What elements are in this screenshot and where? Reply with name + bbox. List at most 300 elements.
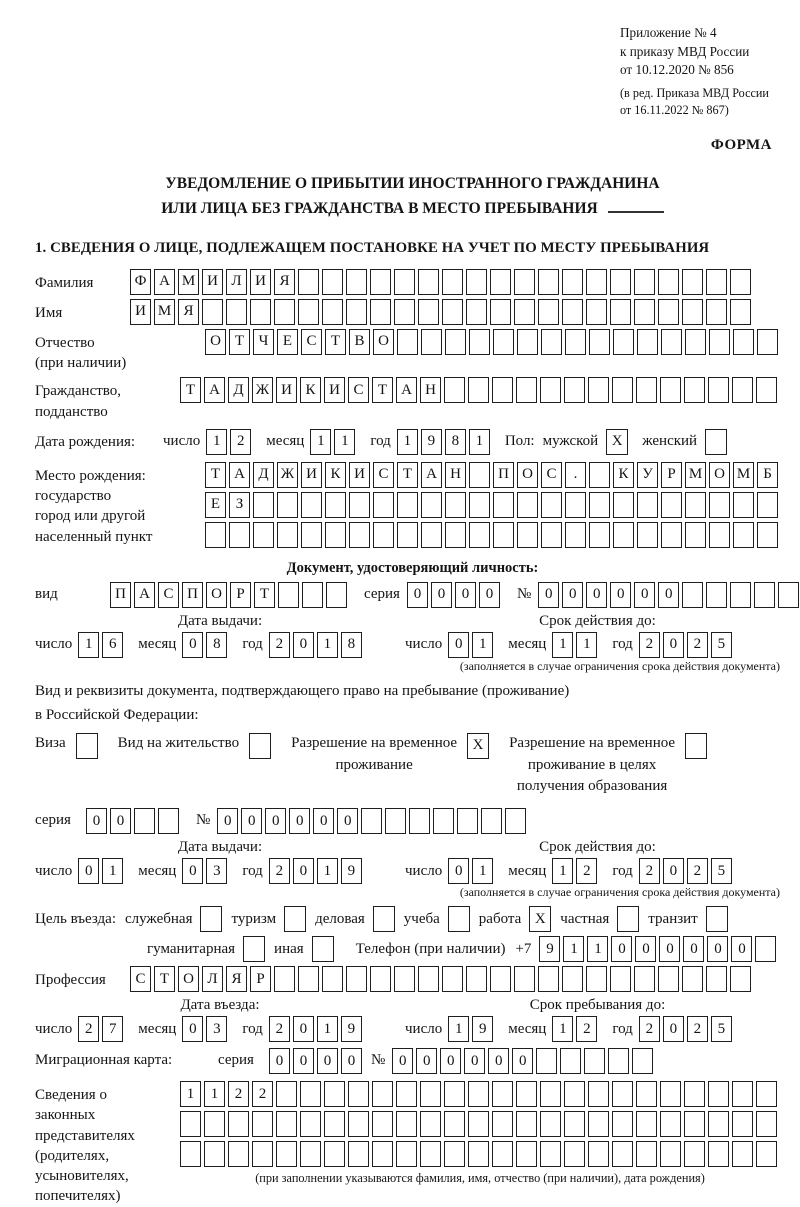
- form-cell[interactable]: [468, 1111, 489, 1137]
- form-cell[interactable]: 2: [639, 632, 660, 658]
- form-cell[interactable]: [682, 299, 703, 325]
- form-cell[interactable]: Н: [445, 462, 466, 488]
- form-cell[interactable]: [492, 1141, 513, 1167]
- form-cell[interactable]: 0: [289, 808, 310, 834]
- form-cell[interactable]: [685, 522, 706, 548]
- form-cell[interactable]: [228, 1111, 249, 1137]
- form-cell[interactable]: [708, 1081, 729, 1107]
- form-cell[interactable]: [634, 269, 655, 295]
- form-cell[interactable]: [586, 299, 607, 325]
- form-cell[interactable]: [301, 492, 322, 518]
- form-cell[interactable]: [490, 966, 511, 992]
- form-cell[interactable]: 2: [639, 1016, 660, 1042]
- form-cell[interactable]: 1: [472, 632, 493, 658]
- form-cell[interactable]: А: [134, 582, 155, 608]
- form-cell[interactable]: 0: [241, 808, 262, 834]
- form-cell[interactable]: 0: [293, 1016, 314, 1042]
- form-cell[interactable]: [418, 299, 439, 325]
- form-cell[interactable]: [684, 1111, 705, 1137]
- form-cell[interactable]: [538, 269, 559, 295]
- form-cell[interactable]: С: [158, 582, 179, 608]
- form-cell[interactable]: [637, 522, 658, 548]
- option-checkbox[interactable]: [448, 906, 470, 932]
- form-cell[interactable]: О: [178, 966, 199, 992]
- form-cell[interactable]: [252, 1141, 273, 1167]
- form-cell[interactable]: [709, 522, 730, 548]
- form-cell[interactable]: [469, 462, 490, 488]
- form-cell[interactable]: И: [276, 377, 297, 403]
- form-cell[interactable]: 1: [317, 1016, 338, 1042]
- form-cell[interactable]: [636, 1141, 657, 1167]
- form-cell[interactable]: К: [325, 462, 346, 488]
- form-cell[interactable]: [541, 492, 562, 518]
- form-cell[interactable]: [373, 492, 394, 518]
- form-cell[interactable]: 1: [469, 429, 490, 455]
- form-cell[interactable]: Ф: [130, 269, 151, 295]
- form-cell[interactable]: [298, 269, 319, 295]
- form-cell[interactable]: [637, 329, 658, 355]
- form-cell[interactable]: [612, 1111, 633, 1137]
- form-cell[interactable]: [778, 582, 799, 608]
- form-cell[interactable]: [420, 1081, 441, 1107]
- form-cell[interactable]: 0: [731, 936, 752, 962]
- form-cell[interactable]: [370, 966, 391, 992]
- form-cell[interactable]: [562, 299, 583, 325]
- form-cell[interactable]: 2: [576, 1016, 597, 1042]
- form-cell[interactable]: [252, 1111, 273, 1137]
- permit-checkbox[interactable]: [249, 733, 271, 759]
- form-cell[interactable]: [661, 522, 682, 548]
- form-cell[interactable]: 0: [663, 858, 684, 884]
- form-cell[interactable]: [541, 522, 562, 548]
- form-cell[interactable]: [300, 1141, 321, 1167]
- form-cell[interactable]: [612, 1141, 633, 1167]
- form-cell[interactable]: [158, 808, 179, 834]
- form-cell[interactable]: [396, 1111, 417, 1137]
- form-cell[interactable]: [516, 1111, 537, 1137]
- form-cell[interactable]: У: [637, 462, 658, 488]
- form-cell[interactable]: 2: [269, 632, 290, 658]
- form-cell[interactable]: [385, 808, 406, 834]
- form-cell[interactable]: [228, 1141, 249, 1167]
- form-cell[interactable]: 0: [663, 1016, 684, 1042]
- form-cell[interactable]: М: [178, 269, 199, 295]
- form-cell[interactable]: 0: [78, 858, 99, 884]
- form-cell[interactable]: [301, 522, 322, 548]
- form-cell[interactable]: [278, 582, 299, 608]
- form-cell[interactable]: [658, 299, 679, 325]
- form-cell[interactable]: [517, 492, 538, 518]
- form-cell[interactable]: [346, 299, 367, 325]
- form-cell[interactable]: 5: [711, 632, 732, 658]
- form-cell[interactable]: Л: [226, 269, 247, 295]
- form-cell[interactable]: [493, 522, 514, 548]
- form-cell[interactable]: [421, 329, 442, 355]
- form-cell[interactable]: [682, 582, 703, 608]
- form-cell[interactable]: Я: [226, 966, 247, 992]
- form-cell[interactable]: [589, 522, 610, 548]
- form-cell[interactable]: [372, 1111, 393, 1137]
- form-cell[interactable]: [492, 377, 513, 403]
- form-cell[interactable]: 3: [206, 1016, 227, 1042]
- option-checkbox[interactable]: [706, 906, 728, 932]
- form-cell[interactable]: 0: [634, 582, 655, 608]
- form-cell[interactable]: И: [202, 269, 223, 295]
- form-cell[interactable]: [433, 808, 454, 834]
- form-cell[interactable]: [584, 1048, 605, 1074]
- form-cell[interactable]: [588, 1111, 609, 1137]
- form-cell[interactable]: [709, 329, 730, 355]
- form-cell[interactable]: [632, 1048, 653, 1074]
- form-cell[interactable]: 0: [610, 582, 631, 608]
- form-cell[interactable]: [302, 582, 323, 608]
- form-cell[interactable]: 2: [228, 1081, 249, 1107]
- form-cell[interactable]: 0: [293, 632, 314, 658]
- form-cell[interactable]: 0: [464, 1048, 485, 1074]
- form-cell[interactable]: 0: [512, 1048, 533, 1074]
- form-cell[interactable]: [324, 1081, 345, 1107]
- form-cell[interactable]: С: [130, 966, 151, 992]
- form-cell[interactable]: [394, 299, 415, 325]
- form-cell[interactable]: О: [206, 582, 227, 608]
- form-cell[interactable]: 0: [313, 808, 334, 834]
- form-cell[interactable]: С: [301, 329, 322, 355]
- form-cell[interactable]: [732, 1111, 753, 1137]
- form-cell[interactable]: [397, 522, 418, 548]
- form-cell[interactable]: [685, 492, 706, 518]
- form-cell[interactable]: К: [613, 462, 634, 488]
- form-cell[interactable]: 0: [110, 808, 131, 834]
- form-cell[interactable]: И: [324, 377, 345, 403]
- form-cell[interactable]: [180, 1111, 201, 1137]
- form-cell[interactable]: Т: [372, 377, 393, 403]
- form-cell[interactable]: 1: [552, 858, 573, 884]
- form-cell[interactable]: 2: [230, 429, 251, 455]
- form-cell[interactable]: Ж: [252, 377, 273, 403]
- form-cell[interactable]: 1: [552, 1016, 573, 1042]
- form-cell[interactable]: [346, 269, 367, 295]
- option-checkbox[interactable]: [243, 936, 265, 962]
- form-cell[interactable]: [536, 1048, 557, 1074]
- form-cell[interactable]: [634, 299, 655, 325]
- form-cell[interactable]: О: [517, 462, 538, 488]
- form-cell[interactable]: 1: [102, 858, 123, 884]
- form-cell[interactable]: [180, 1141, 201, 1167]
- form-cell[interactable]: Е: [277, 329, 298, 355]
- form-cell[interactable]: [469, 492, 490, 518]
- form-cell[interactable]: 0: [341, 1048, 362, 1074]
- form-cell[interactable]: [636, 377, 657, 403]
- form-cell[interactable]: [541, 329, 562, 355]
- form-cell[interactable]: [708, 1141, 729, 1167]
- form-cell[interactable]: [396, 1141, 417, 1167]
- form-cell[interactable]: [204, 1141, 225, 1167]
- form-cell[interactable]: 1: [448, 1016, 469, 1042]
- form-cell[interactable]: [397, 329, 418, 355]
- form-cell[interactable]: И: [130, 299, 151, 325]
- form-cell[interactable]: [276, 1081, 297, 1107]
- form-cell[interactable]: 2: [687, 632, 708, 658]
- option-checkbox[interactable]: [617, 906, 639, 932]
- form-cell[interactable]: 3: [206, 858, 227, 884]
- form-cell[interactable]: 2: [78, 1016, 99, 1042]
- form-cell[interactable]: [540, 1081, 561, 1107]
- form-cell[interactable]: [564, 1081, 585, 1107]
- form-cell[interactable]: [421, 522, 442, 548]
- form-cell[interactable]: 0: [635, 936, 656, 962]
- form-cell[interactable]: [755, 936, 776, 962]
- form-cell[interactable]: Р: [250, 966, 271, 992]
- form-cell[interactable]: [613, 329, 634, 355]
- form-cell[interactable]: О: [709, 462, 730, 488]
- form-cell[interactable]: А: [396, 377, 417, 403]
- form-cell[interactable]: [253, 492, 274, 518]
- form-cell[interactable]: [370, 299, 391, 325]
- form-cell[interactable]: 1: [317, 632, 338, 658]
- form-cell[interactable]: [481, 808, 502, 834]
- form-cell[interactable]: 0: [293, 1048, 314, 1074]
- form-cell[interactable]: [372, 1141, 393, 1167]
- form-cell[interactable]: [612, 1081, 633, 1107]
- form-cell[interactable]: [708, 1111, 729, 1137]
- form-cell[interactable]: [684, 377, 705, 403]
- form-cell[interactable]: [685, 329, 706, 355]
- option-checkbox[interactable]: [200, 906, 222, 932]
- form-cell[interactable]: [322, 269, 343, 295]
- form-cell[interactable]: [564, 1111, 585, 1137]
- form-cell[interactable]: [418, 966, 439, 992]
- form-cell[interactable]: [490, 299, 511, 325]
- form-cell[interactable]: 0: [658, 582, 679, 608]
- form-cell[interactable]: 9: [341, 1016, 362, 1042]
- form-cell[interactable]: 8: [341, 632, 362, 658]
- form-cell[interactable]: 7: [102, 1016, 123, 1042]
- form-cell[interactable]: [608, 1048, 629, 1074]
- form-cell[interactable]: [586, 269, 607, 295]
- form-cell[interactable]: [732, 1141, 753, 1167]
- option-checkbox[interactable]: [312, 936, 334, 962]
- form-cell[interactable]: [538, 299, 559, 325]
- form-cell[interactable]: 0: [392, 1048, 413, 1074]
- form-cell[interactable]: П: [182, 582, 203, 608]
- form-cell[interactable]: [394, 966, 415, 992]
- form-cell[interactable]: 0: [440, 1048, 461, 1074]
- form-cell[interactable]: А: [421, 462, 442, 488]
- form-cell[interactable]: 1: [563, 936, 584, 962]
- form-cell[interactable]: 0: [217, 808, 238, 834]
- form-cell[interactable]: О: [205, 329, 226, 355]
- form-cell[interactable]: А: [204, 377, 225, 403]
- form-cell[interactable]: Т: [325, 329, 346, 355]
- form-cell[interactable]: [493, 329, 514, 355]
- form-cell[interactable]: [361, 808, 382, 834]
- form-cell[interactable]: [349, 522, 370, 548]
- form-cell[interactable]: [757, 492, 778, 518]
- form-cell[interactable]: [660, 1081, 681, 1107]
- form-cell[interactable]: М: [733, 462, 754, 488]
- form-cell[interactable]: [684, 1081, 705, 1107]
- form-cell[interactable]: И: [250, 269, 271, 295]
- form-cell[interactable]: [708, 377, 729, 403]
- form-cell[interactable]: [588, 377, 609, 403]
- form-cell[interactable]: [565, 492, 586, 518]
- form-cell[interactable]: [588, 1141, 609, 1167]
- form-cell[interactable]: .: [565, 462, 586, 488]
- form-cell[interactable]: [516, 1141, 537, 1167]
- form-cell[interactable]: [420, 1111, 441, 1137]
- form-cell[interactable]: [709, 492, 730, 518]
- form-cell[interactable]: 1: [587, 936, 608, 962]
- form-cell[interactable]: [277, 522, 298, 548]
- form-cell[interactable]: А: [154, 269, 175, 295]
- form-cell[interactable]: 0: [182, 632, 203, 658]
- form-cell[interactable]: [564, 1141, 585, 1167]
- form-cell[interactable]: [756, 1141, 777, 1167]
- form-cell[interactable]: [560, 1048, 581, 1074]
- form-cell[interactable]: [540, 1111, 561, 1137]
- form-cell[interactable]: [421, 492, 442, 518]
- form-cell[interactable]: 1: [204, 1081, 225, 1107]
- form-cell[interactable]: [492, 1111, 513, 1137]
- form-cell[interactable]: [322, 966, 343, 992]
- form-cell[interactable]: К: [300, 377, 321, 403]
- form-cell[interactable]: [442, 269, 463, 295]
- form-cell[interactable]: Ж: [277, 462, 298, 488]
- form-cell[interactable]: [229, 522, 250, 548]
- form-cell[interactable]: [298, 966, 319, 992]
- form-cell[interactable]: [610, 299, 631, 325]
- form-cell[interactable]: [204, 1111, 225, 1137]
- form-cell[interactable]: 0: [538, 582, 559, 608]
- form-cell[interactable]: [516, 377, 537, 403]
- form-cell[interactable]: [205, 522, 226, 548]
- form-cell[interactable]: 0: [317, 1048, 338, 1074]
- form-cell[interactable]: [637, 492, 658, 518]
- form-cell[interactable]: Я: [274, 269, 295, 295]
- form-cell[interactable]: 1: [206, 429, 227, 455]
- form-cell[interactable]: [730, 582, 751, 608]
- form-cell[interactable]: [610, 966, 631, 992]
- form-cell[interactable]: [253, 522, 274, 548]
- form-cell[interactable]: 0: [416, 1048, 437, 1074]
- form-cell[interactable]: [324, 1111, 345, 1137]
- form-cell[interactable]: [276, 1111, 297, 1137]
- form-cell[interactable]: [538, 966, 559, 992]
- form-cell[interactable]: [682, 966, 703, 992]
- form-cell[interactable]: 1: [180, 1081, 201, 1107]
- form-cell[interactable]: [445, 329, 466, 355]
- form-cell[interactable]: [517, 329, 538, 355]
- form-cell[interactable]: С: [373, 462, 394, 488]
- permit-checkbox[interactable]: [76, 733, 98, 759]
- form-cell[interactable]: 0: [488, 1048, 509, 1074]
- form-cell[interactable]: Т: [397, 462, 418, 488]
- form-cell[interactable]: [469, 522, 490, 548]
- form-cell[interactable]: [514, 966, 535, 992]
- form-cell[interactable]: А: [229, 462, 250, 488]
- form-cell[interactable]: [325, 492, 346, 518]
- form-cell[interactable]: 1: [78, 632, 99, 658]
- form-cell[interactable]: 0: [182, 858, 203, 884]
- form-cell[interactable]: [370, 269, 391, 295]
- form-cell[interactable]: 6: [102, 632, 123, 658]
- form-cell[interactable]: Д: [253, 462, 274, 488]
- form-cell[interactable]: В: [349, 329, 370, 355]
- form-cell[interactable]: [349, 492, 370, 518]
- form-cell[interactable]: [565, 522, 586, 548]
- form-cell[interactable]: [733, 492, 754, 518]
- form-cell[interactable]: 9: [341, 858, 362, 884]
- form-cell[interactable]: [682, 269, 703, 295]
- form-cell[interactable]: [756, 1081, 777, 1107]
- form-cell[interactable]: Я: [178, 299, 199, 325]
- form-cell[interactable]: [565, 329, 586, 355]
- form-cell[interactable]: [514, 269, 535, 295]
- form-cell[interactable]: [732, 1081, 753, 1107]
- form-cell[interactable]: 2: [269, 858, 290, 884]
- form-cell[interactable]: 9: [539, 936, 560, 962]
- form-cell[interactable]: 8: [445, 429, 466, 455]
- form-cell[interactable]: 2: [687, 858, 708, 884]
- form-cell[interactable]: 2: [639, 858, 660, 884]
- form-cell[interactable]: [346, 966, 367, 992]
- form-cell[interactable]: Д: [228, 377, 249, 403]
- form-cell[interactable]: 9: [472, 1016, 493, 1042]
- form-cell[interactable]: 0: [707, 936, 728, 962]
- form-cell[interactable]: Т: [180, 377, 201, 403]
- form-cell[interactable]: 1: [552, 632, 573, 658]
- form-cell[interactable]: [730, 299, 751, 325]
- form-cell[interactable]: [660, 377, 681, 403]
- form-cell[interactable]: [636, 1111, 657, 1137]
- form-cell[interactable]: [468, 377, 489, 403]
- form-cell[interactable]: [589, 329, 610, 355]
- form-cell[interactable]: [397, 492, 418, 518]
- form-cell[interactable]: [444, 1141, 465, 1167]
- form-cell[interactable]: [493, 492, 514, 518]
- form-cell[interactable]: [540, 377, 561, 403]
- form-cell[interactable]: [348, 1081, 369, 1107]
- gender-female-checkbox[interactable]: [705, 429, 727, 455]
- form-cell[interactable]: 2: [687, 1016, 708, 1042]
- form-cell[interactable]: [457, 808, 478, 834]
- form-cell[interactable]: [564, 377, 585, 403]
- form-cell[interactable]: [468, 1081, 489, 1107]
- form-cell[interactable]: 0: [293, 858, 314, 884]
- form-cell[interactable]: [372, 1081, 393, 1107]
- form-cell[interactable]: [300, 1081, 321, 1107]
- form-cell[interactable]: [466, 966, 487, 992]
- form-cell[interactable]: [733, 522, 754, 548]
- form-cell[interactable]: Р: [661, 462, 682, 488]
- form-cell[interactable]: [250, 299, 271, 325]
- form-cell[interactable]: Е: [205, 492, 226, 518]
- form-cell[interactable]: [468, 1141, 489, 1167]
- form-cell[interactable]: Т: [229, 329, 250, 355]
- form-cell[interactable]: [658, 269, 679, 295]
- form-cell[interactable]: З: [229, 492, 250, 518]
- form-cell[interactable]: 1: [334, 429, 355, 455]
- form-cell[interactable]: [516, 1081, 537, 1107]
- form-cell[interactable]: [756, 377, 777, 403]
- form-cell[interactable]: 0: [86, 808, 107, 834]
- form-cell[interactable]: [226, 299, 247, 325]
- form-cell[interactable]: [589, 462, 610, 488]
- form-cell[interactable]: [661, 492, 682, 518]
- form-cell[interactable]: [276, 1141, 297, 1167]
- form-cell[interactable]: [298, 299, 319, 325]
- form-cell[interactable]: 0: [663, 632, 684, 658]
